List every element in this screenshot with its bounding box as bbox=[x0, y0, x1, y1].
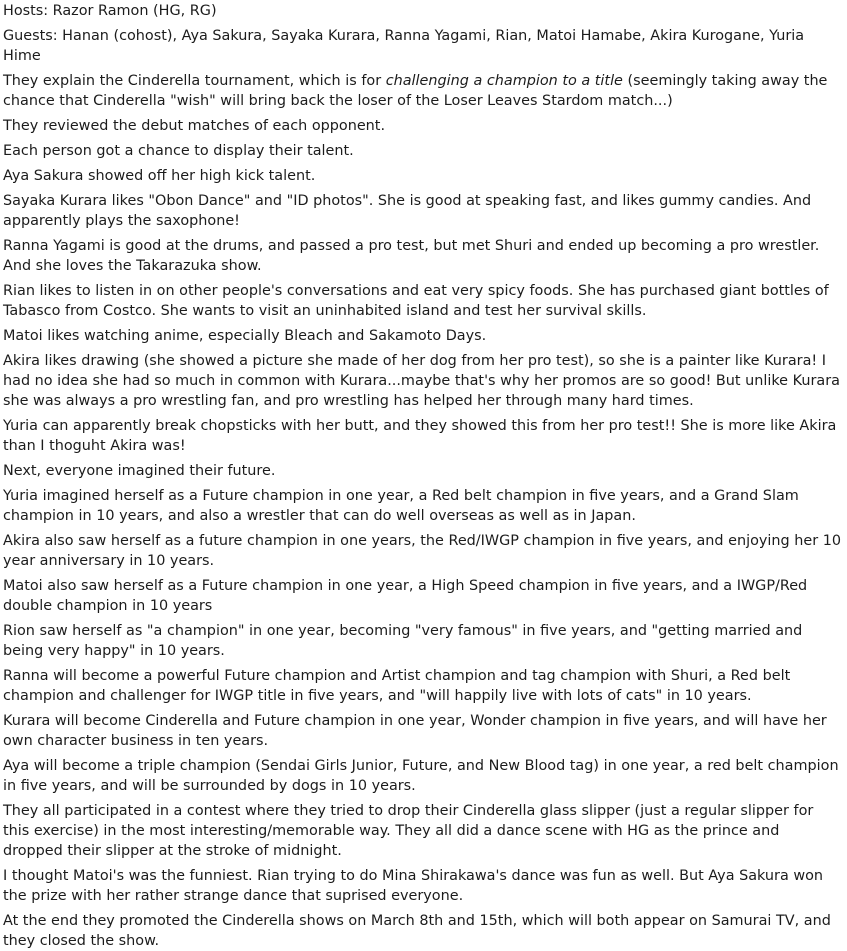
ranna-talent-paragraph: Ranna Yagami is good at the drums, and passed a pro test, but met Shuri and ended up becoming a pro wrestler. And she loves the Takarazuka show. bbox=[3, 238, 820, 274]
kurara-future-paragraph: Kurara will become Cinderella and Future champion in one year, Wonder champion in five years, and will have her own character business in ten years. bbox=[3, 713, 827, 749]
aya-future-paragraph: Aya will become a triple champion (Sendai Girls Junior, Future, and New Blood tag) in one year, a red belt champion in five years, and will be surrounded by dogs in 10 years. bbox=[3, 758, 839, 794]
matoi-talent-paragraph: Matoi likes watching anime, especially Bleach and Sakamoto Days. bbox=[3, 328, 487, 344]
akira-talent-paragraph: Akira likes drawing (she showed a picture she made of her dog from her pro test), so she is a painter like Kurara! I had no idea she had so much in common with Kurara...maybe that's why her promos are so good! But unlike Kurara she was always a pro wrestling fan, and pro wrestling has helped her through many hard times. bbox=[3, 353, 840, 409]
rian-talent-paragraph: Rian likes to listen in on other people's conversations and eat very spicy foods. She has purchased giant bottles of Tabasco from Costco. She wants to visit an uninhabited island and test her survival skills. bbox=[3, 283, 829, 319]
ranna-future-paragraph: Ranna will become a powerful Future champion and Artist champion and tag champion with Shuri, a Red belt champion and challenger for IWGP title in five years, and "will happily live with lots of cats" in 10 years. bbox=[3, 668, 791, 704]
akira-future-paragraph: Akira also saw herself as a future champion in one years, the Red/IWGP champion in five years, and enjoying her 10 year anniversary in 10 years. bbox=[3, 533, 842, 569]
rion-future-paragraph: Rion saw herself as "a champion" in one year, becoming "very famous" in five years, and "getting married and being very happy" in 10 years. bbox=[3, 623, 803, 659]
closing-paragraph: At the end they promoted the Cinderella shows on March 8th and 15th, which will both appear on Samurai TV, and they closed the show. bbox=[3, 913, 831, 949]
sayaka-talent-paragraph: Sayaka Kurara likes "Obon Dance" and "ID photos". She is good at speaking fast, and likes gummy candies. And apparently plays the saxophone! bbox=[3, 193, 812, 229]
hosts-paragraph: Hosts: Razor Ramon (HG, RG) bbox=[3, 3, 217, 19]
future-intro-paragraph: Next, everyone imagined their future. bbox=[3, 463, 276, 479]
contest-winner-paragraph: I thought Matoi's was the funniest. Rian trying to do Mina Shirakawa's dance was fun as well. But Aya Sakura won the prize with her rather strange dance that suprised everyone. bbox=[3, 868, 824, 904]
matoi-future-paragraph: Matoi also saw herself as a Future champion in one year, a High Speed champion in five years, and a IWGP/Red double champion in 10 years bbox=[3, 578, 808, 614]
slipper-contest-paragraph: They all participated in a contest where they tried to drop their Cinderella glass slipper (just a regular slipper for this exercise) in the most interesting/memorable way. They all did a dance scene with HG as the prince and dropped their slipper at the stroke of midnight. bbox=[3, 803, 814, 859]
debut-matches-paragraph: They reviewed the debut matches of each opponent. bbox=[3, 118, 386, 134]
aya-talent-paragraph: Aya Sakura showed off her high kick talent. bbox=[3, 168, 316, 184]
guests-paragraph: Guests: Hanan (cohost), Aya Sakura, Sayaka Kurara, Ranna Yagami, Rian, Matoi Hamabe, Akira Kurogane, Yuria Hime bbox=[3, 28, 805, 64]
talent-intro-paragraph: Each person got a chance to display their talent. bbox=[3, 143, 354, 159]
tournament-text-after: (seemingly taking away the chance that Cinderella "wish" will bring back the loser of the Loser Leaves Stardom match...) bbox=[3, 73, 828, 109]
yuria-future-paragraph: Yuria imagined herself as a Future champion in one year, a Red belt champion in five years, and a Grand Slam champion in 10 years, and also a wrestler that can do well overseas as well as in Japan. bbox=[3, 488, 799, 524]
tournament-paragraph bbox=[3, 71, 843, 111]
yuria-talent-paragraph: Yuria can apparently break chopsticks with her butt, and they showed this from her pro test!! She is more like Akira than I thoguht Akira was! bbox=[3, 418, 837, 454]
tournament-text-italic: challenging a champion to a title bbox=[385, 73, 623, 89]
tournament-text-before: They explain the Cinderella tournament, which is for bbox=[3, 73, 386, 89]
